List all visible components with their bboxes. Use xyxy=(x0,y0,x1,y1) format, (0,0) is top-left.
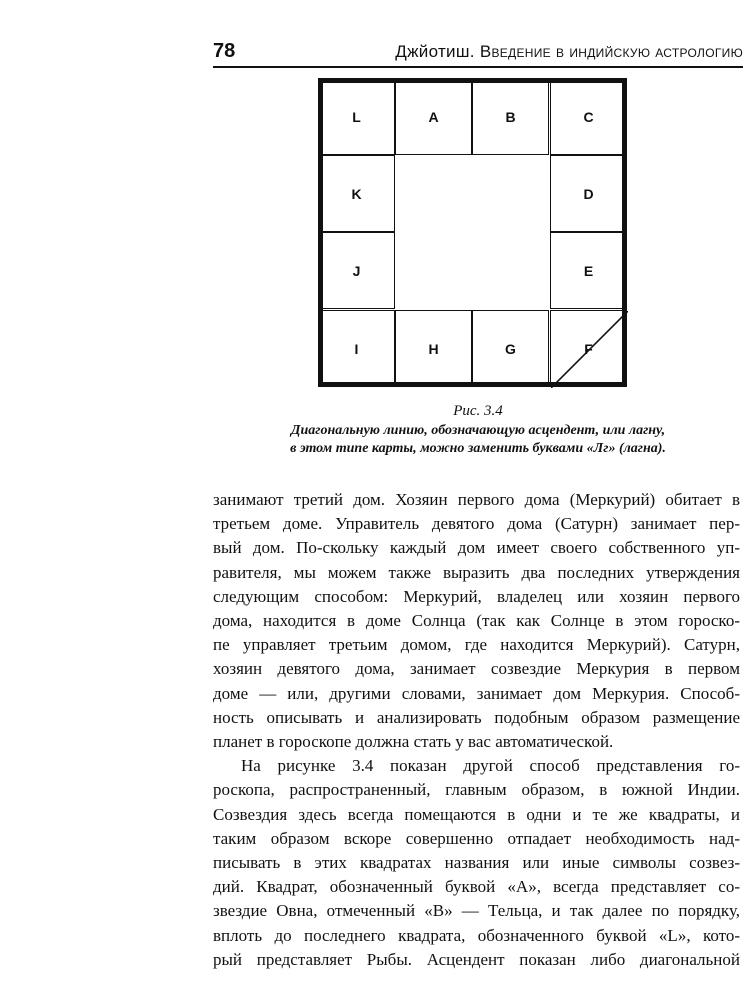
running-title xyxy=(395,42,743,62)
running-title-caps: Введение в индийскую астрологию xyxy=(479,42,743,61)
chart-cell-g xyxy=(472,310,549,387)
chart-cell-f xyxy=(550,310,627,387)
page-number: 78 xyxy=(213,40,236,62)
chart-cell-label: K xyxy=(351,185,362,202)
text-line: таким образом вскоре совершенно отпадает необходимость над- xyxy=(213,828,740,848)
text-line: рый представляет Рыбы. Асцендент показан либо диагональной xyxy=(213,949,740,969)
chart-cell-i xyxy=(318,310,395,387)
south-indian-chart xyxy=(318,78,627,387)
chart-cell-h xyxy=(395,310,472,387)
text-line: вплоть до последнего квадрата, обозначенного буквой «L», кото- xyxy=(213,925,740,945)
running-title-prefix: Джйотиш. xyxy=(395,42,480,61)
text-line: писывать в этих квадратах названия или иные символы созвез- xyxy=(213,853,740,873)
text-line: планет в гороскопе должна стать у вас автоматической. xyxy=(213,732,614,752)
figure-caption xyxy=(213,400,743,458)
chart-cell-label: I xyxy=(354,340,359,357)
chart-cell-label: H xyxy=(428,340,439,357)
figure-description-line: в этом типе карты, можно заменить буквами «Лг» (лагна). xyxy=(290,441,666,456)
chart-cell-label: F xyxy=(584,340,593,357)
figure-description-line: Диагональную линию, обозначающую асцендент, или лагну, xyxy=(290,423,666,438)
chart-cell-c xyxy=(550,78,627,155)
text-line: вый дом. По-скольку каждый дом имеет своего собственного уп- xyxy=(213,538,740,558)
chart-cell-label: D xyxy=(583,185,594,202)
text-line: следующим способом: Меркурий, владелец или хозяин первого xyxy=(213,586,740,606)
text-line: равителя, мы можем также выразить два последних утверждения xyxy=(213,562,740,582)
text-line: роскопа, распространенный, главным образом, в южной Индии. xyxy=(213,780,740,800)
chart-cell-b xyxy=(472,78,549,155)
chart-cell-label: L xyxy=(352,108,361,125)
text-line: занимают третий дом. Хозяин первого дома (Меркурий) обитает в xyxy=(213,490,740,509)
page-header xyxy=(213,38,743,68)
text-line: ность описывать и анализировать подобным образом размещение xyxy=(213,707,740,727)
text-line: На рисунке 3.4 показан другой способ представления го- xyxy=(241,756,740,776)
text-line: третьем доме. Управитель девятого дома (Сатурн) занимает пер- xyxy=(213,514,740,534)
text-line: пе управляет третьим домом, где находится Меркурий). Сатурн, xyxy=(213,635,740,655)
chart-cell-label: J xyxy=(352,262,361,279)
chart-cell-label: A xyxy=(428,108,439,125)
chart-cell-j xyxy=(318,232,395,309)
chart-cell-k xyxy=(318,155,395,232)
chart-cell-label: C xyxy=(583,108,594,125)
chart-cell-label: B xyxy=(505,108,516,125)
chart-cell-a xyxy=(395,78,472,155)
chart-cell-label: G xyxy=(505,340,516,357)
body-text xyxy=(213,488,740,972)
text-line: хозяин девятого дома, занимает созвездие Меркурия в первом xyxy=(213,659,740,679)
text-line: дий. Квадрат, обозначенный буквой «А», всегда представляет со- xyxy=(213,877,740,897)
text-line: Созвездия здесь всегда помещаются в одни и те же квадраты, и xyxy=(213,804,740,824)
chart-cell-label: E xyxy=(583,262,594,279)
text-line: дома, находится в доме Солнца (так как Солнце в этом гороско- xyxy=(213,611,740,631)
chart-cell-d xyxy=(550,155,627,232)
chart-cell-l xyxy=(318,78,395,155)
chart-cell-e xyxy=(550,232,627,309)
ascendant-diagonal-line xyxy=(551,311,628,388)
figure-label: Рис. 3.4 xyxy=(453,403,503,419)
paragraph-1 xyxy=(213,488,740,754)
text-line: звездие Овна, отмеченный «В» — Тельца, и так далее по порядку, xyxy=(213,901,740,921)
header-rule xyxy=(213,66,743,68)
text-line: доме — или, другими словами, занимает дом Меркурия. Способ- xyxy=(213,683,740,703)
paragraph-2 xyxy=(213,754,740,972)
